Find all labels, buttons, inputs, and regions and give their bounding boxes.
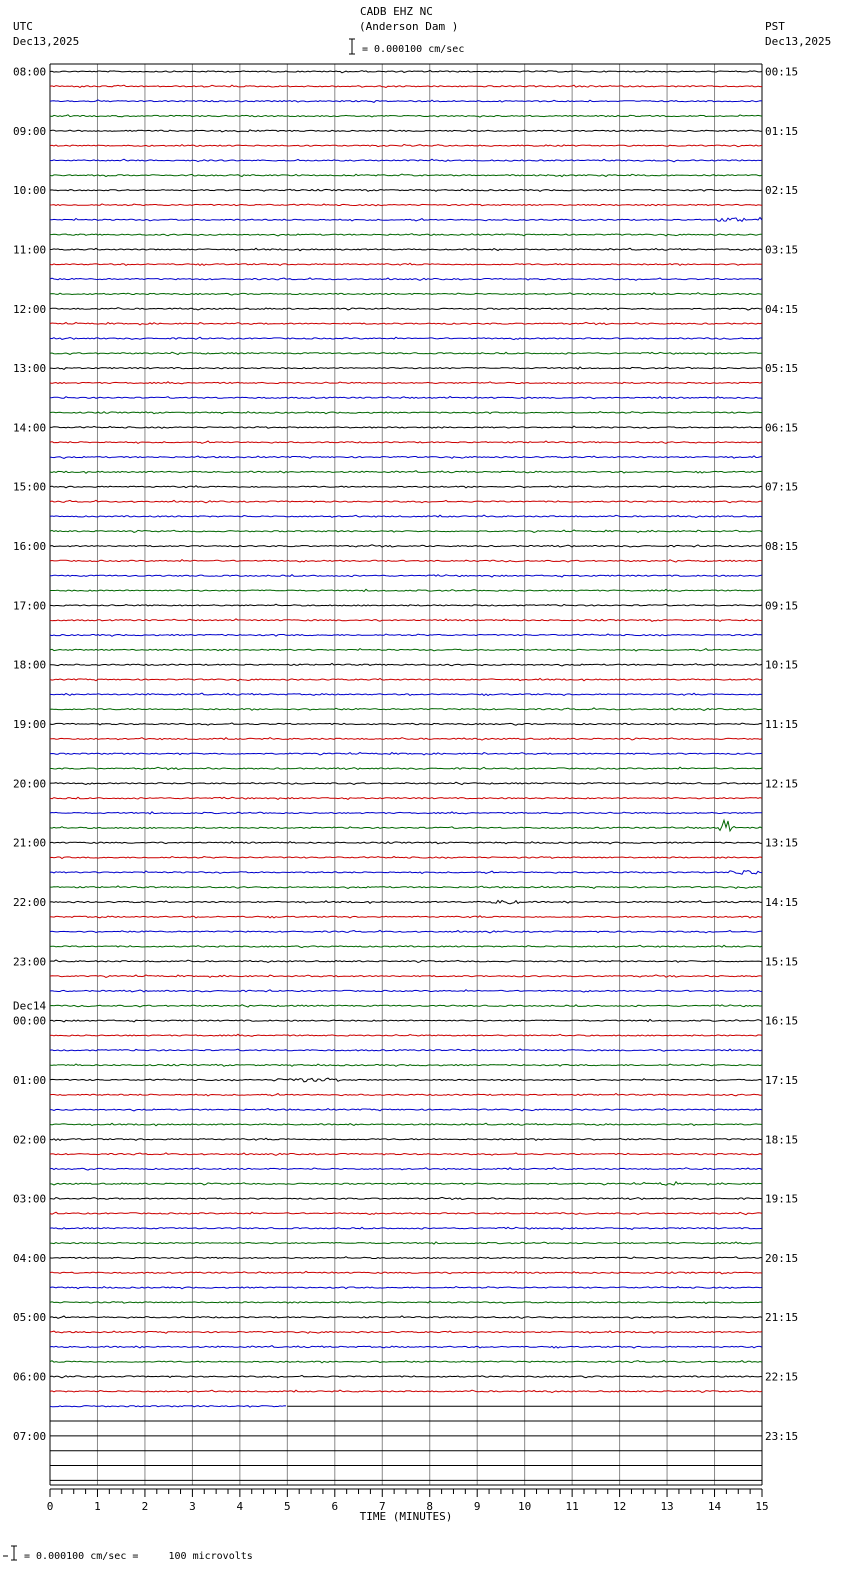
seismic-trace <box>50 100 762 103</box>
seismic-trace <box>50 575 762 577</box>
seismic-trace <box>50 367 762 370</box>
seismic-trace <box>50 115 762 117</box>
seismic-trace <box>50 916 762 918</box>
right-time-label: 23:15 <box>765 1429 799 1443</box>
x-tick-label: 8 <box>426 1500 434 1513</box>
seismic-trace <box>50 1078 762 1082</box>
x-tick-label: 2 <box>141 1500 149 1513</box>
station-location: (Anderson Dam ) <box>359 20 459 33</box>
footer-scale-bar-icon <box>3 1546 17 1560</box>
seismic-trace <box>50 85 762 87</box>
x-tick-label: 10 <box>518 1500 532 1513</box>
x-tick-label: 6 <box>331 1500 339 1513</box>
right-time-label: 12:15 <box>765 777 799 791</box>
seismic-trace <box>50 71 762 73</box>
seismic-trace <box>50 1064 762 1066</box>
left-time-label: 00:00 <box>13 1014 47 1028</box>
seismic-trace <box>50 841 762 844</box>
x-tick-label: 11 <box>565 1500 579 1513</box>
x-tick-label: 14 <box>707 1500 722 1513</box>
seismic-trace <box>50 382 762 384</box>
left-time-label: 18:00 <box>13 658 47 672</box>
x-tick-label: 3 <box>189 1500 196 1513</box>
seismic-trace <box>50 1094 762 1096</box>
seismic-trace <box>50 767 762 769</box>
right-time-label: 10:15 <box>765 658 799 672</box>
seismic-trace <box>50 1049 762 1051</box>
left-time-label: 14:00 <box>13 421 47 435</box>
scale-bar-icon <box>349 39 355 54</box>
seismic-trace <box>50 738 762 741</box>
seismic-trace <box>50 1138 762 1140</box>
left-time-label: 23:00 <box>13 955 47 969</box>
seismic-trace <box>50 1316 762 1319</box>
seismic-trace <box>50 1227 762 1229</box>
seismic-trace <box>50 604 762 606</box>
left-time-label: 10:00 <box>13 184 47 198</box>
seismic-trace <box>50 174 762 177</box>
seismic-trace <box>50 1019 762 1022</box>
seismic-trace <box>50 1197 762 1199</box>
seismic-trace <box>50 619 762 622</box>
seismic-trace <box>50 634 762 636</box>
seismic-trace <box>50 797 762 799</box>
left-time-label: 08:00 <box>13 65 47 79</box>
x-tick-label: 1 <box>94 1500 101 1513</box>
left-time-label: 01:00 <box>13 1073 47 1087</box>
x-tick-label: 13 <box>660 1500 674 1513</box>
left-time-label: 07:00 <box>13 1429 47 1443</box>
seismic-trace <box>50 1168 762 1171</box>
left-time-label: 20:00 <box>13 777 47 791</box>
seismic-trace <box>50 1331 762 1333</box>
seismic-trace <box>50 678 762 680</box>
x-tick-label: 7 <box>378 1500 386 1513</box>
plot-grid <box>50 64 762 1485</box>
x-tick-label: 0 <box>46 1500 54 1513</box>
left-time-label: 12:00 <box>13 302 47 316</box>
seismic-trace <box>50 144 762 146</box>
right-time-label: 21:15 <box>765 1311 799 1325</box>
x-axis-title: TIME (MINUTES) <box>359 1510 453 1523</box>
seismic-trace <box>50 1346 762 1348</box>
left-time-label: 11:00 <box>13 243 47 257</box>
left-time-label: 09:00 <box>13 124 47 138</box>
seismic-trace <box>50 723 762 725</box>
right-time-label: 00:15 <box>765 65 799 79</box>
seismic-trace <box>50 1212 762 1215</box>
right-time-label: 17:15 <box>765 1073 799 1087</box>
seismic-trace <box>50 545 762 547</box>
seismic-trace <box>50 649 762 651</box>
seismic-trace <box>50 234 762 236</box>
seismic-trace <box>50 322 762 325</box>
seismic-trace <box>50 500 762 503</box>
seismic-trace <box>50 945 762 947</box>
x-tick-label: 5 <box>284 1500 291 1513</box>
seismic-trace <box>50 560 762 563</box>
right-time-label: 04:15 <box>765 302 799 316</box>
footer-scale-text: = 0.000100 cm/sec = 100 microvolts <box>24 1551 253 1562</box>
seismic-trace <box>50 960 762 963</box>
right-time-label: 07:15 <box>765 480 799 494</box>
utc-label: UTC <box>13 20 33 33</box>
seismic-trace <box>50 1390 762 1393</box>
seismic-trace <box>50 812 762 814</box>
seismic-trace <box>50 397 762 399</box>
x-tick-label: 9 <box>473 1500 481 1513</box>
seismic-trace <box>50 1242 762 1244</box>
left-time-label: 16:00 <box>13 540 47 554</box>
right-time-label: 01:15 <box>765 124 799 138</box>
right-time-label: 02:15 <box>765 184 799 198</box>
seismic-trace <box>50 471 762 474</box>
pst-date: Dec13,2025 <box>765 35 832 48</box>
seismic-trace <box>50 900 762 904</box>
seismic-trace <box>50 708 762 711</box>
right-time-label: 08:15 <box>765 540 799 554</box>
left-time-label: 06:00 <box>13 1370 47 1384</box>
seismic-trace <box>50 412 762 414</box>
pst-label: PST <box>765 20 785 33</box>
utc-date: Dec13,2025 <box>13 35 80 48</box>
left-time-label: 05:00 <box>13 1311 47 1325</box>
seismic-trace <box>50 263 762 265</box>
seismic-trace <box>50 663 762 666</box>
left-time-label: 17:00 <box>13 599 47 613</box>
seismic-trace <box>50 1287 762 1289</box>
seismic-trace <box>50 1375 762 1377</box>
left-time-label: 22:00 <box>13 895 47 909</box>
seismic-trace <box>50 218 762 222</box>
seismic-trace <box>50 1182 762 1186</box>
right-time-label: 19:15 <box>765 1192 799 1206</box>
x-tick-label: 12 <box>612 1500 627 1513</box>
left-date-label: Dec14 <box>13 999 47 1013</box>
seismic-trace <box>50 930 762 933</box>
seismic-trace <box>50 782 762 784</box>
right-time-label: 05:15 <box>765 362 799 376</box>
seismic-trace <box>50 990 762 992</box>
seismic-trace <box>50 871 762 875</box>
right-time-label: 06:15 <box>765 421 799 435</box>
left-time-label: 04:00 <box>13 1251 47 1265</box>
seismic-trace <box>50 159 762 162</box>
seismic-trace <box>50 693 762 695</box>
right-time-label: 09:15 <box>765 599 799 613</box>
seismic-trace <box>50 515 762 518</box>
left-time-label: 19:00 <box>13 718 47 732</box>
seismic-trace <box>50 1301 762 1303</box>
seismic-trace <box>50 530 762 533</box>
trace-group <box>50 71 762 1481</box>
left-time-label: 15:00 <box>13 480 47 494</box>
scale-text: = 0.000100 cm/sec <box>362 44 465 55</box>
right-time-label: 13:15 <box>765 836 799 850</box>
right-time-label: 18:15 <box>765 1133 799 1147</box>
seismic-trace <box>50 130 762 132</box>
right-time-label: 22:15 <box>765 1370 799 1384</box>
left-time-label: 02:00 <box>13 1133 47 1147</box>
seismic-trace <box>50 278 762 280</box>
seismic-trace <box>50 753 762 756</box>
seismic-trace <box>50 337 762 339</box>
right-time-label: 16:15 <box>765 1014 799 1028</box>
seismic-trace <box>50 1005 762 1007</box>
seismic-trace <box>50 441 762 443</box>
seismic-trace <box>50 1034 762 1036</box>
seismic-trace <box>50 352 762 354</box>
station-title: CADB EHZ NC <box>360 5 433 18</box>
seismic-trace <box>50 248 762 251</box>
seismic-trace <box>50 456 762 459</box>
left-time-label: 13:00 <box>13 362 47 376</box>
seismic-trace <box>50 857 762 859</box>
right-time-label: 11:15 <box>765 718 799 732</box>
seismic-trace <box>50 1123 762 1126</box>
right-time-label: 15:15 <box>765 955 799 969</box>
seismic-trace <box>50 975 762 978</box>
seismic-trace <box>50 1153 762 1156</box>
seismic-trace <box>50 308 762 310</box>
x-tick-label: 4 <box>236 1500 244 1513</box>
seismic-trace <box>50 1361 762 1363</box>
seismic-trace <box>50 886 762 889</box>
x-axis <box>47 1489 769 1523</box>
seismic-trace <box>50 1271 762 1274</box>
right-time-label: 03:15 <box>765 243 799 257</box>
right-time-label: 14:15 <box>765 895 799 909</box>
right-time-label: 20:15 <box>765 1251 799 1265</box>
seismic-trace <box>50 1257 762 1259</box>
seismic-trace <box>50 1406 286 1408</box>
seismic-trace <box>50 426 762 428</box>
seismic-trace <box>50 486 762 488</box>
seismic-trace <box>50 820 762 831</box>
seismic-trace <box>50 293 762 295</box>
left-time-label: 03:00 <box>13 1192 47 1206</box>
seismic-trace <box>50 1109 762 1111</box>
left-time-label: 21:00 <box>13 836 47 850</box>
seismic-trace <box>50 589 762 591</box>
x-tick-label: 15 <box>755 1500 769 1513</box>
seismic-trace <box>50 204 762 206</box>
seismic-trace <box>50 189 762 191</box>
